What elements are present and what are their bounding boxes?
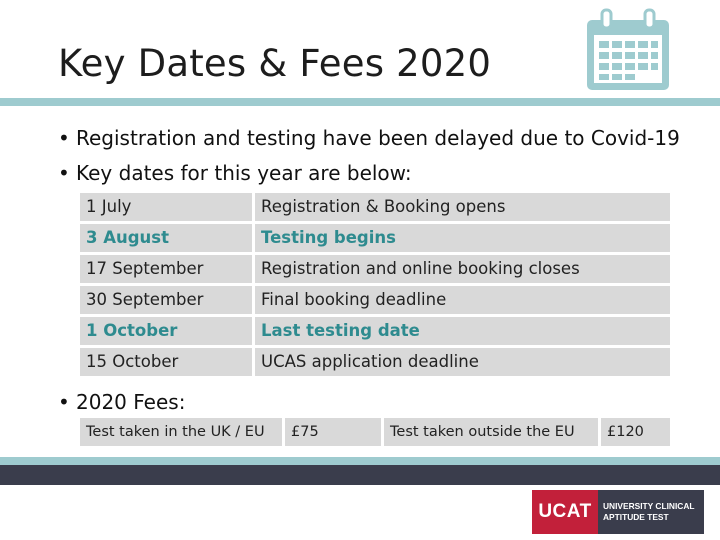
page-title: Key Dates & Fees 2020 <box>58 42 492 85</box>
footer-dark-band <box>0 465 720 485</box>
logo-wordmark <box>598 490 704 534</box>
fee-label-uk-eu: Test taken in the UK / EU <box>80 418 282 446</box>
date-cell: 30 September <box>80 286 252 314</box>
title-divider <box>0 98 720 106</box>
event-cell: Testing begins <box>255 224 670 252</box>
bullet-marker: • <box>58 390 70 414</box>
date-cell: 1 July <box>80 193 252 221</box>
bullet-text: 2020 Fees: <box>76 390 186 414</box>
table-row <box>80 348 670 376</box>
event-cell: Final booking deadline <box>255 286 670 314</box>
event-cell: UCAS application deadline <box>255 348 670 376</box>
event-cell: Registration & Booking opens <box>255 193 670 221</box>
ucat-logo <box>532 490 704 534</box>
date-cell: 3 August <box>80 224 252 252</box>
bullet-text: Registration and testing have been delayed due to Covid-19 <box>76 126 680 150</box>
event-cell: Last testing date <box>255 317 670 345</box>
event-cell: Registration and online booking closes <box>255 255 670 283</box>
calendar-icon <box>585 8 671 92</box>
fee-price-uk-eu: £75 <box>285 418 381 446</box>
fees-table <box>80 418 670 446</box>
table-row <box>80 286 670 314</box>
bullet-key-dates <box>58 161 412 185</box>
key-dates-table <box>80 193 670 379</box>
bullet-text: Key dates for this year are below: <box>76 161 412 185</box>
date-cell: 15 October <box>80 348 252 376</box>
bullet-marker: • <box>58 161 70 185</box>
fee-price-outside-eu: £120 <box>601 418 670 446</box>
table-row <box>80 255 670 283</box>
table-row <box>80 224 670 252</box>
date-cell: 1 October <box>80 317 252 345</box>
bullet-covid-delay <box>58 126 680 150</box>
bullet-fees <box>58 390 185 414</box>
table-row <box>80 193 670 221</box>
bullet-marker: • <box>58 126 70 150</box>
logo-mark: UCAT <box>532 490 598 534</box>
logo-line-2: APTITUDE TEST <box>603 512 669 522</box>
fee-label-outside-eu: Test taken outside the EU <box>384 418 598 446</box>
date-cell: 17 September <box>80 255 252 283</box>
logo-line-1: UNIVERSITY CLINICAL <box>603 501 695 511</box>
table-row <box>80 317 670 345</box>
footer-accent-band <box>0 457 720 465</box>
